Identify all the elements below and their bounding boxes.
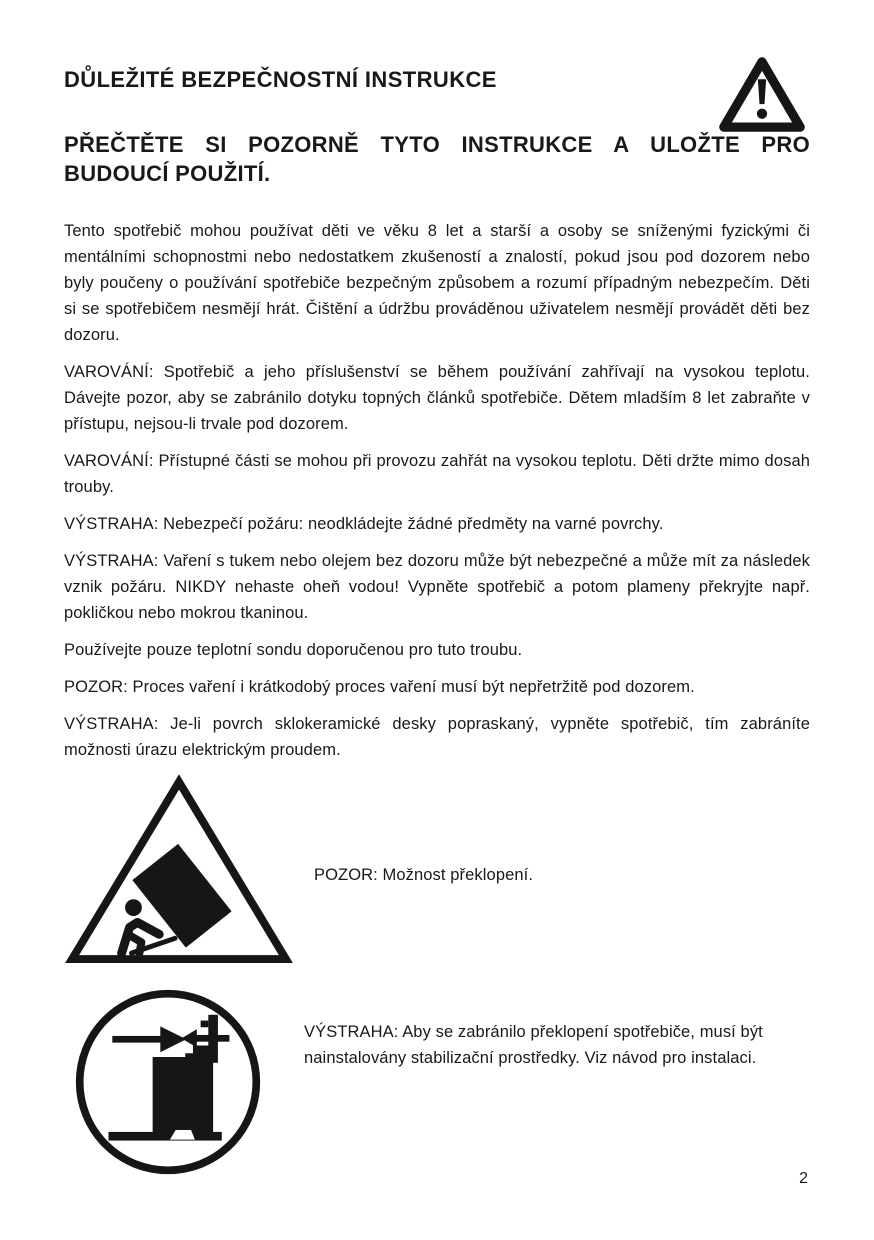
safety-instructions-body (64, 218, 810, 763)
paragraph-caution-fat-oil: VÝSTRAHA: Vaření s tukem nebo olejem bez dozoru může být nebezpečné a může mít za následek vznik požáru. NIKDY nehaste oheň vodou! Vypněte spotřebič a potom plameny překryjte např. pokličkou nebo mokrou tkaninou. (64, 552, 810, 622)
paragraph-caution-fire-risk: VÝSTRAHA: Nebezpečí požáru: neodkládejte žádné předměty na varné povrchy. (64, 515, 664, 533)
warning-triangle-icon (716, 52, 808, 136)
page-subtitle (64, 130, 810, 188)
paragraph-temperature-probe: Používejte pouze teplotní sondu doporučenou pro tuto troubu. (64, 641, 523, 659)
warning-figures (64, 774, 810, 1178)
paragraph-attention-supervision: POZOR: Proces vaření i krátkodobý proces vaření musí být nepřetržitě pod dozorem. (64, 678, 695, 696)
page-subtitle-line2: BUDOUCÍ POUŽITÍ. (64, 161, 271, 186)
anti-tip-bracket-circle-icon (72, 986, 264, 1178)
tip-over-hazard-triangle-icon (64, 774, 294, 966)
page-number: 2 (799, 1170, 808, 1187)
paragraph-warning-hot-accessories: VAROVÁNÍ: Spotřebič a jeho příslušenství se během používání zahřívají na vysokou teplotu. Dávejte pozor, aby se zabránilo dotyku topných článků spotřebiče. Dětem mladším 8 let zabraňte v přístupu, nejsou-li trvale pod dozorem. (64, 363, 810, 433)
tilt-hazard-figure (64, 774, 810, 966)
anti-tip-figure (72, 986, 810, 1178)
anti-tip-caption: VÝSTRAHA: Aby se zabránilo překlopení spotřebiče, musí být nainstalovány stabilizační prostředky. Viz návod pro instalaci. (304, 1023, 763, 1067)
page-subtitle-line1: PŘEČTĚTE SI POZORNĚ TYTO INSTRUKCE A ULOŽTE PRO (64, 132, 810, 157)
tilt-hazard-caption: POZOR: Možnost překlopení. (314, 866, 534, 884)
paragraph-children-use: Tento spotřebič mohou používat děti ve věku 8 let a starší a osoby se sníženými fyzickými či mentálními schopnostmi nebo nedostatkem zkušeností a znalostí, pokud jsou pod dozorem nebo byly poučeny o používání spotřebiče bezpečným způsobem a rozumí případným nebezpečím. Děti si se spotřebičem nesmějí hrát. Čištění a údržbu prováděnou uživatelem nesmějí provádět děti bez dozoru. (64, 222, 810, 344)
paragraph-caution-cracked-surface: VÝSTRAHA: Je-li povrch sklokeramické desky popraskaný, vypněte spotřebič, tím zabráníte možnosti úrazu elektrickým proudem. (64, 715, 810, 759)
page-title: DŮLEŽITÉ BEZPEČNOSTNÍ INSTRUKCE (64, 67, 497, 92)
paragraph-warning-accessible-parts: VAROVÁNÍ: Přístupné části se mohou při provozu zahřát na vysokou teplotu. Děti držte mimo dosah trouby. (64, 452, 810, 496)
